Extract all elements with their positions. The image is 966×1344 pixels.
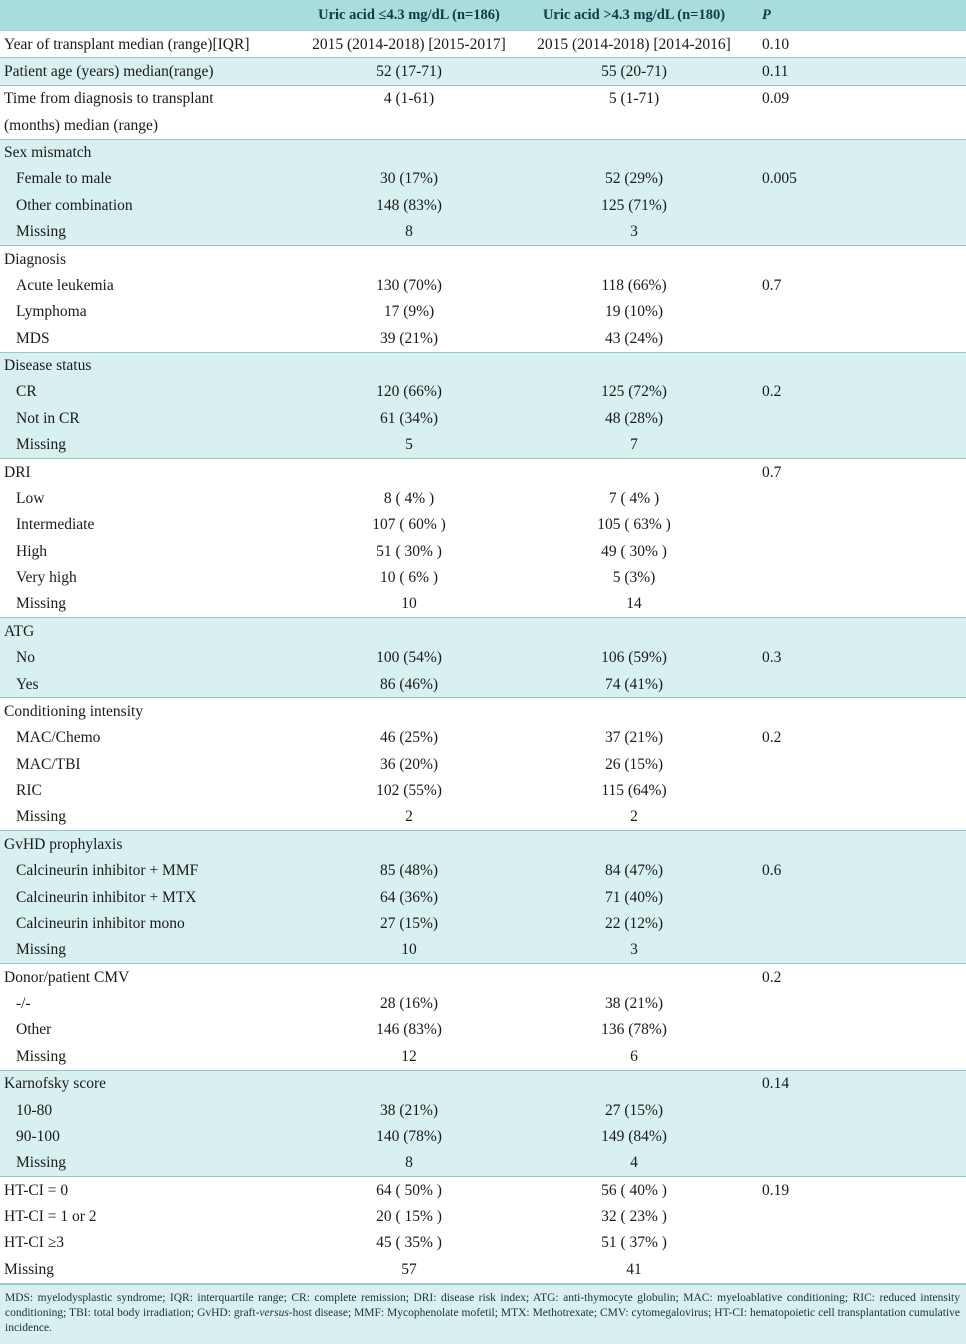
table-row bbox=[0, 964, 966, 991]
row-label: Missing bbox=[0, 937, 298, 964]
cell-p-value: 0.19 bbox=[748, 1177, 966, 1204]
table-row bbox=[0, 538, 966, 564]
cell-p-value: 0.14 bbox=[748, 1070, 966, 1097]
cell-p-value bbox=[748, 937, 966, 964]
cell-uric-acid-high: 26 (15%) bbox=[520, 751, 748, 777]
table-row bbox=[0, 910, 966, 936]
row-label: HT-CI = 0 bbox=[0, 1177, 298, 1204]
row-label: Sex mismatch bbox=[0, 139, 298, 166]
cell-uric-acid-high bbox=[520, 112, 748, 139]
cell-p-value: 0.10 bbox=[748, 31, 966, 58]
table-row bbox=[0, 937, 966, 964]
cell-uric-acid-high: 136 (78%) bbox=[520, 1017, 748, 1043]
table-row bbox=[0, 991, 966, 1017]
row-label: High bbox=[0, 538, 298, 564]
cell-p-value bbox=[748, 778, 966, 804]
row-label: Other bbox=[0, 1017, 298, 1043]
cell-uric-acid-high bbox=[520, 698, 748, 725]
cell-p-value: 0.3 bbox=[748, 645, 966, 671]
row-label: Very high bbox=[0, 565, 298, 591]
row-label: Missing bbox=[0, 804, 298, 831]
cell-uric-acid-low: 140 (78%) bbox=[298, 1123, 520, 1149]
cell-uric-acid-high: 118 (66%) bbox=[520, 272, 748, 298]
table-row bbox=[0, 459, 966, 486]
cell-p-value bbox=[748, 485, 966, 511]
cell-uric-acid-high bbox=[520, 352, 748, 379]
row-label: Karnofsky score bbox=[0, 1070, 298, 1097]
cell-p-value bbox=[748, 1017, 966, 1043]
cell-p-value bbox=[748, 299, 966, 325]
cell-uric-acid-high: 7 bbox=[520, 432, 748, 459]
cell-p-value: 0.6 bbox=[748, 858, 966, 884]
table-body bbox=[0, 31, 966, 1283]
cell-uric-acid-high bbox=[520, 139, 748, 166]
cell-p-value bbox=[748, 1150, 966, 1177]
cell-uric-acid-low: 85 (48%) bbox=[298, 858, 520, 884]
table-row bbox=[0, 58, 966, 85]
cell-uric-acid-high bbox=[520, 618, 748, 645]
cell-uric-acid-low: 51 ( 30% ) bbox=[298, 538, 520, 564]
cell-uric-acid-low: 2 bbox=[298, 804, 520, 831]
cell-p-value bbox=[748, 1043, 966, 1070]
row-label: MAC/Chemo bbox=[0, 725, 298, 751]
cell-p-value bbox=[748, 192, 966, 218]
row-label: Missing bbox=[0, 1256, 298, 1283]
cell-uric-acid-low: 30 (17%) bbox=[298, 166, 520, 192]
cell-uric-acid-low: 148 (83%) bbox=[298, 192, 520, 218]
table-row bbox=[0, 166, 966, 192]
row-label: Donor/patient CMV bbox=[0, 964, 298, 991]
table-row bbox=[0, 325, 966, 352]
cell-uric-acid-low bbox=[298, 831, 520, 858]
cell-p-value: 0.11 bbox=[748, 58, 966, 85]
cell-uric-acid-low: 17 (9%) bbox=[298, 299, 520, 325]
row-label: HT-CI = 1 or 2 bbox=[0, 1204, 298, 1230]
cell-uric-acid-high: 4 bbox=[520, 1150, 748, 1177]
table-row bbox=[0, 512, 966, 538]
cell-uric-acid-high: 115 (64%) bbox=[520, 778, 748, 804]
cell-uric-acid-low: 4 (1-61) bbox=[298, 85, 520, 112]
cell-uric-acid-high: 49 ( 30% ) bbox=[520, 538, 748, 564]
table-row bbox=[0, 1017, 966, 1043]
cell-p-value bbox=[748, 1256, 966, 1283]
cell-p-value bbox=[748, 565, 966, 591]
cell-p-value bbox=[748, 325, 966, 352]
table-row bbox=[0, 219, 966, 246]
table-row bbox=[0, 884, 966, 910]
row-label: Disease status bbox=[0, 352, 298, 379]
cell-uric-acid-low: 39 (21%) bbox=[298, 325, 520, 352]
table-row bbox=[0, 565, 966, 591]
row-label: Year of transplant median (range)[IQR] bbox=[0, 31, 298, 58]
table-row bbox=[0, 725, 966, 751]
table-row bbox=[0, 831, 966, 858]
cell-uric-acid-low: 107 ( 60% ) bbox=[298, 512, 520, 538]
row-label: Time from diagnosis to transplant bbox=[0, 85, 298, 112]
cell-uric-acid-low: 10 ( 6% ) bbox=[298, 565, 520, 591]
row-label: DRI bbox=[0, 459, 298, 486]
cell-uric-acid-high: 32 ( 23% ) bbox=[520, 1204, 748, 1230]
row-label: Lymphoma bbox=[0, 299, 298, 325]
cell-uric-acid-high: 105 ( 63% ) bbox=[520, 512, 748, 538]
cell-p-value: 0.7 bbox=[748, 459, 966, 486]
row-label: Missing bbox=[0, 1150, 298, 1177]
cell-p-value bbox=[748, 432, 966, 459]
row-label: Calcineurin inhibitor mono bbox=[0, 910, 298, 936]
table-row bbox=[0, 1070, 966, 1097]
table-row bbox=[0, 1177, 966, 1204]
cell-p-value bbox=[748, 698, 966, 725]
cell-uric-acid-high: 55 (20-71) bbox=[520, 58, 748, 85]
table-row bbox=[0, 858, 966, 884]
table-row bbox=[0, 1150, 966, 1177]
table-row bbox=[0, 299, 966, 325]
cell-uric-acid-high: 48 (28%) bbox=[520, 405, 748, 431]
table-row bbox=[0, 31, 966, 58]
table-row bbox=[0, 1230, 966, 1256]
footnote-italic-versus: versus bbox=[259, 1306, 289, 1319]
cell-p-value bbox=[748, 804, 966, 831]
cell-uric-acid-low: 100 (54%) bbox=[298, 645, 520, 671]
cell-uric-acid-low: 10 bbox=[298, 937, 520, 964]
cell-uric-acid-high: 51 ( 37% ) bbox=[520, 1230, 748, 1256]
footnote-text-part2: -host disease; MMF: Mycophenolate mofetil; MTX: Methotrexate; CMV: cytomegalovirus; HT-CI: hematopoietic cell transplantation cumulative incidence. bbox=[5, 1306, 960, 1334]
cell-p-value bbox=[748, 591, 966, 618]
table-row bbox=[0, 1043, 966, 1070]
cell-p-value bbox=[748, 671, 966, 698]
row-label: Not in CR bbox=[0, 405, 298, 431]
cell-p-value: 0.2 bbox=[748, 725, 966, 751]
cell-p-value: 0.005 bbox=[748, 166, 966, 192]
cell-p-value bbox=[748, 1097, 966, 1123]
cell-uric-acid-low: 8 bbox=[298, 1150, 520, 1177]
cell-uric-acid-high: 3 bbox=[520, 937, 748, 964]
cell-p-value bbox=[748, 246, 966, 273]
table-row bbox=[0, 618, 966, 645]
cell-uric-acid-low: 27 (15%) bbox=[298, 910, 520, 936]
cell-uric-acid-high: 5 (1-71) bbox=[520, 85, 748, 112]
cell-p-value bbox=[748, 618, 966, 645]
cell-uric-acid-low: 8 bbox=[298, 219, 520, 246]
cell-uric-acid-low bbox=[298, 1070, 520, 1097]
row-label: MAC/TBI bbox=[0, 751, 298, 777]
cell-p-value: 0.2 bbox=[748, 964, 966, 991]
row-label: Conditioning intensity bbox=[0, 698, 298, 725]
row-label: GvHD prophylaxis bbox=[0, 831, 298, 858]
cell-p-value bbox=[748, 991, 966, 1017]
cell-uric-acid-high: 149 (84%) bbox=[520, 1123, 748, 1149]
cell-uric-acid-high: 7 ( 4% ) bbox=[520, 485, 748, 511]
cell-uric-acid-low bbox=[298, 618, 520, 645]
cell-uric-acid-low: 57 bbox=[298, 1256, 520, 1283]
cell-uric-acid-high: 37 (21%) bbox=[520, 725, 748, 751]
cell-uric-acid-high: 56 ( 40% ) bbox=[520, 1177, 748, 1204]
cell-p-value bbox=[748, 831, 966, 858]
cell-uric-acid-low bbox=[298, 352, 520, 379]
cell-p-value bbox=[748, 1230, 966, 1256]
cell-uric-acid-high: 71 (40%) bbox=[520, 884, 748, 910]
cell-uric-acid-low: 102 (55%) bbox=[298, 778, 520, 804]
cell-p-value bbox=[748, 352, 966, 379]
row-label: Calcineurin inhibitor + MMF bbox=[0, 858, 298, 884]
row-label: Acute leukemia bbox=[0, 272, 298, 298]
cell-uric-acid-high: 3 bbox=[520, 219, 748, 246]
cell-uric-acid-low: 28 (16%) bbox=[298, 991, 520, 1017]
cell-p-value: 0.7 bbox=[748, 272, 966, 298]
cell-uric-acid-high: 41 bbox=[520, 1256, 748, 1283]
header-uric-acid-low: Uric acid ≤4.3 mg/dL (n=186) bbox=[298, 0, 520, 31]
cell-uric-acid-high: 6 bbox=[520, 1043, 748, 1070]
table-row bbox=[0, 85, 966, 112]
cell-uric-acid-low: 5 bbox=[298, 432, 520, 459]
cell-p-value bbox=[748, 405, 966, 431]
cell-uric-acid-high: 74 (41%) bbox=[520, 671, 748, 698]
row-label: (months) median (range) bbox=[0, 112, 298, 139]
cell-uric-acid-low: 46 (25%) bbox=[298, 725, 520, 751]
cell-p-value: 0.09 bbox=[748, 85, 966, 112]
cell-p-value bbox=[748, 112, 966, 139]
row-label: ATG bbox=[0, 618, 298, 645]
row-label: MDS bbox=[0, 325, 298, 352]
cell-uric-acid-low: 36 (20%) bbox=[298, 751, 520, 777]
row-label: Diagnosis bbox=[0, 246, 298, 273]
cell-uric-acid-low: 8 ( 4% ) bbox=[298, 485, 520, 511]
cell-uric-acid-low: 38 (21%) bbox=[298, 1097, 520, 1123]
cell-uric-acid-low bbox=[298, 139, 520, 166]
cell-uric-acid-high bbox=[520, 246, 748, 273]
table-row bbox=[0, 1204, 966, 1230]
row-label: RIC bbox=[0, 778, 298, 804]
row-label: Missing bbox=[0, 432, 298, 459]
cell-uric-acid-low: 12 bbox=[298, 1043, 520, 1070]
row-label: CR bbox=[0, 379, 298, 405]
cell-uric-acid-high: 19 (10%) bbox=[520, 299, 748, 325]
row-label: No bbox=[0, 645, 298, 671]
table-row bbox=[0, 246, 966, 273]
cell-uric-acid-high: 14 bbox=[520, 591, 748, 618]
table-footnote bbox=[0, 1284, 966, 1344]
row-label: Missing bbox=[0, 1043, 298, 1070]
cell-uric-acid-low: 52 (17-71) bbox=[298, 58, 520, 85]
table-row bbox=[0, 645, 966, 671]
cell-uric-acid-low: 10 bbox=[298, 591, 520, 618]
table-row bbox=[0, 698, 966, 725]
row-label: Missing bbox=[0, 219, 298, 246]
cell-p-value bbox=[748, 139, 966, 166]
cell-uric-acid-high: 22 (12%) bbox=[520, 910, 748, 936]
cell-uric-acid-high bbox=[520, 964, 748, 991]
cell-uric-acid-high bbox=[520, 1070, 748, 1097]
cell-p-value bbox=[748, 219, 966, 246]
cell-uric-acid-low bbox=[298, 246, 520, 273]
table-row bbox=[0, 139, 966, 166]
cell-p-value bbox=[748, 884, 966, 910]
cell-uric-acid-low bbox=[298, 112, 520, 139]
table-row bbox=[0, 751, 966, 777]
cell-p-value bbox=[748, 910, 966, 936]
table-row bbox=[0, 804, 966, 831]
cell-p-value bbox=[748, 512, 966, 538]
cell-uric-acid-high: 125 (71%) bbox=[520, 192, 748, 218]
table-row bbox=[0, 112, 966, 139]
table-row bbox=[0, 432, 966, 459]
row-label: HT-CI ≥3 bbox=[0, 1230, 298, 1256]
cell-uric-acid-low: 2015 (2014-2018) [2015-2017] bbox=[298, 31, 520, 58]
cell-uric-acid-high bbox=[520, 459, 748, 486]
footnote-text-part1: MDS: myelodysplastic syndrome; IQR: interquartile range; CR: complete remission; DRI: disease risk index; ATG: anti-thymocyte globulin; MAC: myeloablative conditioning; RIC: reduced intensity conditioning; TBI: total body irradiation; GvHD: graft- bbox=[5, 1291, 960, 1319]
header-characteristic bbox=[0, 0, 298, 31]
cell-uric-acid-low bbox=[298, 459, 520, 486]
cell-p-value: 0.2 bbox=[748, 379, 966, 405]
cell-uric-acid-high: 52 (29%) bbox=[520, 166, 748, 192]
row-label: Female to male bbox=[0, 166, 298, 192]
row-label: -/- bbox=[0, 991, 298, 1017]
cell-uric-acid-low: 61 (34%) bbox=[298, 405, 520, 431]
table-row bbox=[0, 352, 966, 379]
row-label: Missing bbox=[0, 591, 298, 618]
row-label: 90-100 bbox=[0, 1123, 298, 1149]
table-header-row bbox=[0, 0, 966, 31]
table-row bbox=[0, 272, 966, 298]
table-row bbox=[0, 778, 966, 804]
cell-uric-acid-high: 84 (47%) bbox=[520, 858, 748, 884]
cell-uric-acid-low: 64 (36%) bbox=[298, 884, 520, 910]
cell-uric-acid-low bbox=[298, 698, 520, 725]
table-header bbox=[0, 0, 966, 31]
header-uric-acid-high: Uric acid >4.3 mg/dL (n=180) bbox=[520, 0, 748, 31]
cell-p-value bbox=[748, 1204, 966, 1230]
cell-uric-acid-high: 106 (59%) bbox=[520, 645, 748, 671]
row-label: Intermediate bbox=[0, 512, 298, 538]
table-row bbox=[0, 405, 966, 431]
row-label: Other combination bbox=[0, 192, 298, 218]
cell-uric-acid-high: 38 (21%) bbox=[520, 991, 748, 1017]
cell-uric-acid-high: 5 (3%) bbox=[520, 565, 748, 591]
row-label: Calcineurin inhibitor + MTX bbox=[0, 884, 298, 910]
table-row bbox=[0, 1097, 966, 1123]
table-row bbox=[0, 1123, 966, 1149]
table-row bbox=[0, 671, 966, 698]
cell-uric-acid-low: 130 (70%) bbox=[298, 272, 520, 298]
cell-uric-acid-high: 125 (72%) bbox=[520, 379, 748, 405]
row-label: Low bbox=[0, 485, 298, 511]
table-row bbox=[0, 192, 966, 218]
table-row bbox=[0, 591, 966, 618]
table-row bbox=[0, 379, 966, 405]
header-p-value: P bbox=[748, 0, 966, 31]
cell-uric-acid-high: 2 bbox=[520, 804, 748, 831]
row-label: 10-80 bbox=[0, 1097, 298, 1123]
cell-uric-acid-low: 86 (46%) bbox=[298, 671, 520, 698]
cell-uric-acid-low: 146 (83%) bbox=[298, 1017, 520, 1043]
cell-uric-acid-low bbox=[298, 964, 520, 991]
cell-p-value bbox=[748, 1123, 966, 1149]
row-label: Yes bbox=[0, 671, 298, 698]
table-row bbox=[0, 1256, 966, 1283]
row-label: Patient age (years) median(range) bbox=[0, 58, 298, 85]
cell-uric-acid-low: 120 (66%) bbox=[298, 379, 520, 405]
cell-uric-acid-high: 43 (24%) bbox=[520, 325, 748, 352]
cell-uric-acid-high: 2015 (2014-2018) [2014-2016] bbox=[520, 31, 748, 58]
cell-p-value bbox=[748, 538, 966, 564]
cell-uric-acid-high bbox=[520, 831, 748, 858]
cell-uric-acid-low: 64 ( 50% ) bbox=[298, 1177, 520, 1204]
cell-uric-acid-high: 27 (15%) bbox=[520, 1097, 748, 1123]
cell-uric-acid-low: 20 ( 15% ) bbox=[298, 1204, 520, 1230]
table-row bbox=[0, 485, 966, 511]
cell-p-value bbox=[748, 751, 966, 777]
cell-uric-acid-low: 45 ( 35% ) bbox=[298, 1230, 520, 1256]
